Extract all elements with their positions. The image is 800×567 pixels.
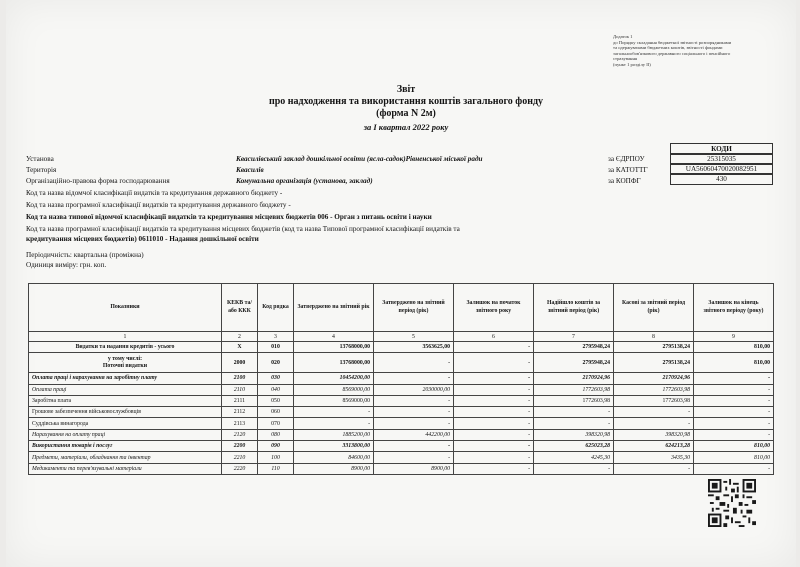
row-code: 010: [258, 342, 294, 353]
cell-cash: -: [614, 463, 694, 474]
cell-balance-start: -: [454, 373, 534, 384]
legal-form-label: Організаційно-правова форма господарювання: [26, 177, 170, 185]
cell-balance-start: -: [454, 429, 534, 440]
cell-balance-start: -: [454, 452, 534, 463]
row-code: 090: [258, 441, 294, 452]
row-kekv: 2200: [222, 441, 258, 452]
code-katottg: UA56060470020082951: [670, 163, 773, 175]
row-name: Видатки та надання кредитів - усього: [29, 342, 222, 353]
row-code: 020: [258, 353, 294, 373]
report-title: Звіт: [396, 84, 416, 95]
col-number: 9: [694, 332, 774, 342]
territory-label: Територія: [26, 166, 57, 174]
cell-approved-year: 1885200,00: [294, 429, 374, 440]
cell-cash: 1772603,98: [614, 395, 694, 406]
row-code: 110: [258, 463, 294, 474]
cell-cash: 2170924,96: [614, 373, 694, 384]
column-number-row: [29, 332, 774, 342]
row-kekv: 2113: [222, 418, 258, 429]
row-kekv: 2220: [222, 463, 258, 474]
cell-approved-year: 84600,00: [294, 452, 374, 463]
cell-balance-end: -: [694, 429, 774, 440]
row-name: Заробітна плата: [29, 395, 222, 406]
cell-approved-period: -: [374, 407, 454, 418]
col-header: Залишок на початок звітного року: [454, 284, 534, 332]
col-header: Залишок на кінець звітного періоду (року): [694, 284, 774, 332]
row-code: 080: [258, 429, 294, 440]
cell-balance-end: -: [694, 463, 774, 474]
col-number: 4: [294, 332, 374, 342]
classif-vidomcha: Код та назва відомчої класифікації видатків та кредитування державного бюджету -: [26, 189, 283, 197]
row-name: Оплата праці: [29, 384, 222, 395]
cell-balance-start: -: [454, 418, 534, 429]
codes-header: КОДИ: [670, 143, 773, 155]
row-code: 040: [258, 384, 294, 395]
col-header: Затверджено на звітний рік: [294, 284, 374, 332]
cell-received: -: [534, 418, 614, 429]
cell-approved-year: 8569000,00: [294, 384, 374, 395]
col-number: 7: [534, 332, 614, 342]
col-header: Касові за звітний період (рік): [614, 284, 694, 332]
annex-line: (пункт 1 розділу II): [613, 61, 651, 67]
cell-approved-year: 13768000,00: [294, 353, 374, 373]
cell-received: 398320,98: [534, 429, 614, 440]
row-code: 030: [258, 373, 294, 384]
col-number: 8: [614, 332, 694, 342]
edrpou-label: за ЄДРПОУ: [608, 155, 645, 163]
territory-value: Квасилів: [236, 166, 264, 174]
cell-received: 1772603,98: [534, 395, 614, 406]
cell-balance-start: -: [454, 395, 534, 406]
row-name: [29, 353, 222, 373]
cell-balance-end: -: [694, 418, 774, 429]
table-row: [29, 384, 774, 395]
col-header: Показники: [29, 284, 222, 332]
table-row: [29, 418, 774, 429]
cell-approved-period: -: [374, 353, 454, 373]
cell-cash: 2795138,24: [614, 342, 694, 353]
cell-approved-period: 2030000,00: [374, 384, 454, 395]
cell-balance-end: 810,00: [694, 353, 774, 373]
table-row: [29, 463, 774, 474]
annex-line: загальнообов'язкового державного соціального і пенсійного: [613, 50, 731, 56]
cell-balance-start: -: [454, 441, 534, 452]
cell-cash: -: [614, 418, 694, 429]
table-header-row: [29, 284, 774, 332]
cell-received: 2170924,96: [534, 373, 614, 384]
cell-balance-end: -: [694, 407, 774, 418]
table-row: [29, 452, 774, 463]
cell-approved-period: 442200,00: [374, 429, 454, 440]
cell-approved-year: -: [294, 418, 374, 429]
cell-balance-end: -: [694, 373, 774, 384]
row-name: Нарахування на оплату праці: [29, 429, 222, 440]
report-subtitle: про надходження та використання коштів загального фонду: [268, 96, 544, 107]
cell-approved-year: 10454200,00: [294, 373, 374, 384]
cell-received: 2795948,24: [534, 342, 614, 353]
col-number: 3: [258, 332, 294, 342]
cell-received: 2795948,24: [534, 353, 614, 373]
annex-line: страхування: [613, 56, 638, 62]
annex-line: до Порядку складання бюджетної звітності розпорядниками: [613, 39, 732, 45]
cell-balance-start: -: [454, 407, 534, 418]
cell-balance-start: -: [454, 353, 534, 373]
cell-received: -: [534, 407, 614, 418]
cell-approved-period: -: [374, 441, 454, 452]
row-code: 070: [258, 418, 294, 429]
table-row: [29, 441, 774, 452]
code-kopfg: 430: [670, 173, 773, 185]
report-table: [28, 283, 774, 475]
annex-line: Додаток 1: [613, 34, 633, 39]
cell-cash: 1772603,98: [614, 384, 694, 395]
cell-balance-end: -: [694, 384, 774, 395]
col-header: Затверджено на звітний період (рік): [374, 284, 454, 332]
legal-form-value: Комунальна організація (установа, заклад): [236, 177, 373, 185]
row-kekv: 2110: [222, 384, 258, 395]
table-row: [29, 395, 774, 406]
classif-program-mist-2: кредитування місцевих бюджетів) 0611010 - Надання дошкільної освіти: [26, 235, 259, 243]
row-kekv: 2120: [222, 429, 258, 440]
cell-cash: 3435,30: [614, 452, 694, 463]
cell-approved-period: -: [374, 395, 454, 406]
cell-approved-year: 8900,00: [294, 463, 374, 474]
kopfg-label: за КОПФГ: [608, 177, 641, 185]
cell-balance-start: -: [454, 384, 534, 395]
row-kekv: 2112: [222, 407, 258, 418]
col-header: КЕКВ та/або ККК: [222, 284, 258, 332]
katottg-label: за КАТОТТГ: [608, 166, 648, 174]
report-form-number: (форма N 2м): [376, 108, 436, 119]
row-name: Суддівська винагорода: [29, 418, 222, 429]
row-name-line: у тому числі:: [107, 355, 143, 362]
row-kekv: 2111: [222, 395, 258, 406]
cell-approved-year: 13768000,00: [294, 342, 374, 353]
cell-cash: 398320,98: [614, 429, 694, 440]
row-name-line: Поточні видатки: [102, 362, 148, 369]
cell-balance-end: 810,00: [694, 342, 774, 353]
table-row: [29, 342, 774, 353]
row-name: Використання товарів і послуг: [29, 441, 222, 452]
cell-balance-start: -: [454, 342, 534, 353]
row-code: 050: [258, 395, 294, 406]
row-name: Предмети, матеріали, обладнання та інвентар: [29, 452, 222, 463]
cell-balance-start: -: [454, 463, 534, 474]
institution-value: Квасилівський заклад дошкільної освіти (ясла-садок)Рівненської міської ради: [236, 155, 483, 163]
table-row: [29, 407, 774, 418]
classif-program-derzh: Код та назва програмної класифікації видатків та кредитування державного бюджету -: [26, 201, 291, 209]
col-header: Код рядка: [258, 284, 294, 332]
col-number: 1: [29, 332, 222, 342]
cell-cash: -: [614, 407, 694, 418]
cell-approved-period: -: [374, 452, 454, 463]
row-name: Оплата праці і нарахування на заробітну плату: [29, 373, 222, 384]
cell-approved-year: -: [294, 407, 374, 418]
row-code: 060: [258, 407, 294, 418]
classif-program-mist-1: Код та назва програмної класифікації видатків та кредитування місцевих бюджетів (код та назва Типової програмної класифікації видатків та: [26, 225, 460, 233]
document-sheet: [6, 0, 796, 567]
institution-label: Установа: [26, 155, 54, 163]
annex-note: [613, 34, 793, 68]
qr-code-icon: [708, 479, 756, 527]
table-row: [29, 353, 774, 373]
cell-approved-year: 3313800,00: [294, 441, 374, 452]
cell-approved-period: -: [374, 373, 454, 384]
cell-approved-period: 8900,00: [374, 463, 454, 474]
cell-approved-period: -: [374, 418, 454, 429]
cell-received: 1772603,98: [534, 384, 614, 395]
report-period: за I квартал 2022 року: [363, 122, 449, 132]
row-kekv: X: [222, 342, 258, 353]
table-row: [29, 429, 774, 440]
periodicity: Періодичність: квартальна (проміжна): [26, 251, 144, 259]
col-number: 6: [454, 332, 534, 342]
classif-typova: Код та назва типової відомчої класифікації видатків та кредитування місцевих бюджетів 006 - Орган з питань освіти і науки: [26, 213, 432, 221]
cell-balance-end: -: [694, 395, 774, 406]
annex-line: та одержувачами бюджетних коштів, звітності фондами: [613, 45, 723, 51]
table-row: [29, 373, 774, 384]
col-header: Надійшло коштів за звітний період (рік): [534, 284, 614, 332]
row-kekv: 2210: [222, 452, 258, 463]
row-kekv: 2100: [222, 373, 258, 384]
row-kekv: 2000: [222, 353, 258, 373]
col-number: 5: [374, 332, 454, 342]
cell-cash: 2795138,24: [614, 353, 694, 373]
row-code: 100: [258, 452, 294, 463]
row-name: Грошове забезпечення військовослужбовців: [29, 407, 222, 418]
cell-received: -: [534, 463, 614, 474]
cell-received: 625023,28: [534, 441, 614, 452]
cell-balance-end: 810,00: [694, 441, 774, 452]
cell-approved-year: 8569000,00: [294, 395, 374, 406]
cell-balance-end: 810,00: [694, 452, 774, 463]
cell-received: 4245,30: [534, 452, 614, 463]
col-number: 2: [222, 332, 258, 342]
row-name: Медикаменти та перев'язувальні матеріали: [29, 463, 222, 474]
unit-of-measure: Одиниця виміру: грн. коп.: [26, 261, 107, 269]
code-edrpou: 25315035: [670, 153, 773, 165]
cell-cash: 624213,28: [614, 441, 694, 452]
cell-approved-period: 3563625,00: [374, 342, 454, 353]
